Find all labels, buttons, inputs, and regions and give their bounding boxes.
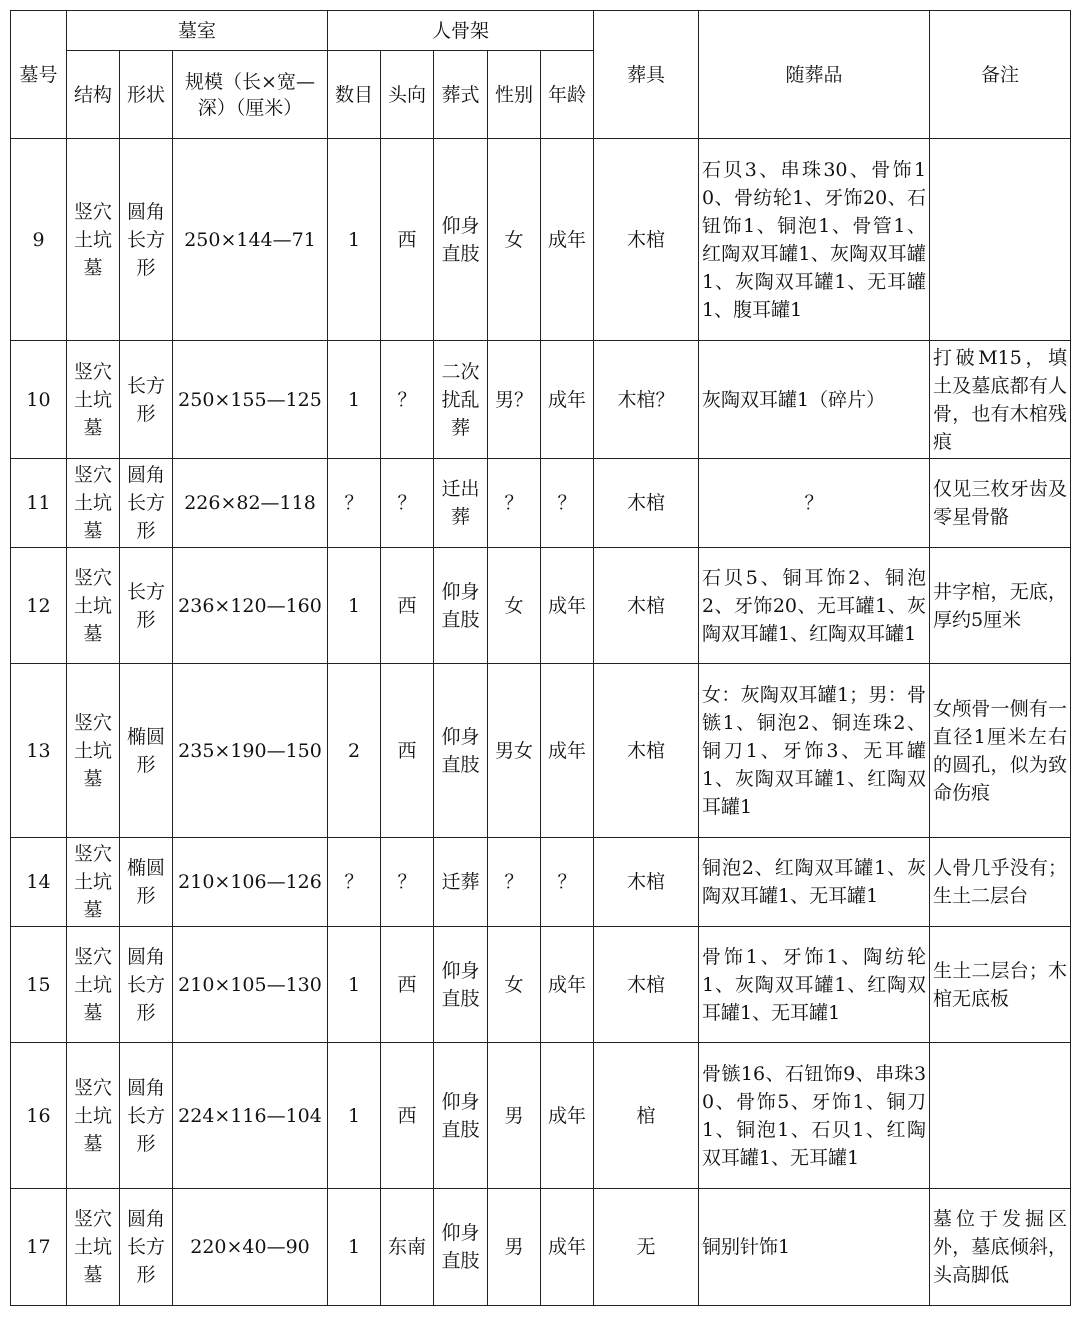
cell-coffin: 无 (594, 1189, 699, 1306)
cell-sex: 男？ (488, 341, 541, 459)
header-count: 数目 (328, 51, 381, 139)
cell-coffin: 木棺 (594, 838, 699, 927)
cell-head-direction: 西 (381, 664, 434, 838)
table-row (11, 1043, 1071, 1189)
cell-tomb-no: 15 (11, 927, 67, 1043)
cell-scale: 210×105—130 (173, 927, 328, 1043)
table-row (11, 838, 1071, 927)
header-age: 年龄 (541, 51, 594, 139)
cell-structure: 竖穴土坑墓 (67, 548, 120, 664)
cell-goods: 骨饰1、牙饰1、陶纺轮1、灰陶双耳罐1、红陶双耳罐1、无耳罐1 (699, 927, 930, 1043)
cell-tomb-no: 10 (11, 341, 67, 459)
cell-coffin: 木棺 (594, 664, 699, 838)
cell-scale: 250×155—125 (173, 341, 328, 459)
cell-notes: 井字棺，无底，厚约5厘米 (930, 548, 1071, 664)
cell-goods: 骨镞16、石钮饰9、串珠30、骨饰5、牙饰1、铜刀1、铜泡1、石贝1、红陶双耳罐1、无耳罐1 (699, 1043, 930, 1189)
cell-coffin: 木棺？ (594, 341, 699, 459)
cell-scale: 226×82—118 (173, 459, 328, 548)
cell-head-direction: 西 (381, 139, 434, 341)
cell-sex: 女 (488, 927, 541, 1043)
cell-age: 成年 (541, 139, 594, 341)
cell-scale: 220×40—90 (173, 1189, 328, 1306)
cell-age: 成年 (541, 664, 594, 838)
header-scale: 规模（长×宽—深）（厘米） (173, 51, 328, 139)
cell-shape: 圆角长方形 (120, 927, 173, 1043)
cell-goods: 石贝5、铜耳饰2、铜泡2、牙饰20、无耳罐1、灰陶双耳罐1、红陶双耳罐1 (699, 548, 930, 664)
cell-age: 成年 (541, 341, 594, 459)
table-row (11, 459, 1071, 548)
cell-burial-style: 迁出葬 (434, 459, 488, 548)
cell-notes: 仅见三枚牙齿及零星骨骼 (930, 459, 1071, 548)
cell-count: 1 (328, 139, 381, 341)
cell-age: ？ (541, 459, 594, 548)
cell-shape: 椭圆形 (120, 838, 173, 927)
cell-coffin: 棺 (594, 1043, 699, 1189)
header-skeleton: 人骨架 (328, 11, 594, 51)
cell-structure: 竖穴土坑墓 (67, 1189, 120, 1306)
cell-burial-style: 仰身直肢 (434, 927, 488, 1043)
cell-burial-style: 仰身直肢 (434, 664, 488, 838)
cell-burial-style: 仰身直肢 (434, 548, 488, 664)
cell-goods: 石贝3、串珠30、骨饰10、骨纺轮1、牙饰20、石钮饰1、铜泡1、骨管1、红陶双耳罐1、灰陶双耳罐1、灰陶双耳罐1、无耳罐1、腹耳罐1 (699, 139, 930, 341)
cell-scale: 236×120—160 (173, 548, 328, 664)
table-row (11, 548, 1071, 664)
table-row (11, 139, 1071, 341)
cell-notes: 女颅骨一侧有一直径1厘米左右的圆孔，似为致命伤痕 (930, 664, 1071, 838)
cell-sex: 男 (488, 1043, 541, 1189)
cell-notes: 打破M15，填土及墓底都有人骨，也有木棺残痕 (930, 341, 1071, 459)
cell-count: ？ (328, 459, 381, 548)
cell-tomb-no: 14 (11, 838, 67, 927)
cell-age: 成年 (541, 1189, 594, 1306)
cell-burial-style: 二次扰乱葬 (434, 341, 488, 459)
cell-age: 成年 (541, 548, 594, 664)
cell-coffin: 木棺 (594, 139, 699, 341)
cell-sex: 女 (488, 548, 541, 664)
cell-tomb-no: 12 (11, 548, 67, 664)
cell-tomb-no: 17 (11, 1189, 67, 1306)
cell-notes (930, 139, 1071, 341)
cell-goods: ？ (699, 459, 930, 548)
cell-goods: 铜泡2、红陶双耳罐1、灰陶双耳罐1、无耳罐1 (699, 838, 930, 927)
cell-burial-style: 迁葬 (434, 838, 488, 927)
cell-shape: 长方形 (120, 341, 173, 459)
cell-shape: 圆角长方形 (120, 459, 173, 548)
cell-burial-style: 仰身直肢 (434, 139, 488, 341)
cell-sex: 男 (488, 1189, 541, 1306)
cell-tomb-no: 9 (11, 139, 67, 341)
cell-tomb-no: 11 (11, 459, 67, 548)
cell-head-direction: 东南 (381, 1189, 434, 1306)
cell-age: 成年 (541, 1043, 594, 1189)
header-row-1 (11, 11, 1071, 51)
cell-age: 成年 (541, 927, 594, 1043)
cell-structure: 竖穴土坑墓 (67, 664, 120, 838)
cell-structure: 竖穴土坑墓 (67, 1043, 120, 1189)
cell-notes: 墓位于发掘区外，墓底倾斜，头高脚低 (930, 1189, 1071, 1306)
header-sex: 性别 (488, 51, 541, 139)
cell-shape: 圆角长方形 (120, 139, 173, 341)
header-goods: 随葬品 (699, 11, 930, 139)
cell-shape: 圆角长方形 (120, 1189, 173, 1306)
cell-head-direction: 西 (381, 548, 434, 664)
cell-structure: 竖穴土坑墓 (67, 341, 120, 459)
header-burial-style: 葬式 (434, 51, 488, 139)
header-notes: 备注 (930, 11, 1071, 139)
cell-goods: 铜别针饰1 (699, 1189, 930, 1306)
cell-sex: ？ (488, 838, 541, 927)
cell-count: ？ (328, 838, 381, 927)
cell-coffin: 木棺 (594, 459, 699, 548)
cell-head-direction: 西 (381, 1043, 434, 1189)
header-coffin: 葬具 (594, 11, 699, 139)
cell-goods: 灰陶双耳罐1（碎片） (699, 341, 930, 459)
cell-structure: 竖穴土坑墓 (67, 927, 120, 1043)
cell-count: 1 (328, 927, 381, 1043)
table-row (11, 341, 1071, 459)
cell-scale: 250×144—71 (173, 139, 328, 341)
cell-structure: 竖穴土坑墓 (67, 139, 120, 341)
cell-burial-style: 仰身直肢 (434, 1043, 488, 1189)
cell-head-direction: ？ (381, 459, 434, 548)
header-tomb-no: 墓号 (11, 11, 67, 139)
cell-notes (930, 1043, 1071, 1189)
cell-shape: 长方形 (120, 548, 173, 664)
header-head-direction: 头向 (381, 51, 434, 139)
cell-coffin: 木棺 (594, 548, 699, 664)
cell-scale: 210×106—126 (173, 838, 328, 927)
cell-count: 1 (328, 1043, 381, 1189)
cell-count: 1 (328, 341, 381, 459)
cell-count: 1 (328, 548, 381, 664)
tomb-table (10, 10, 1071, 1306)
cell-structure: 竖穴土坑墓 (67, 459, 120, 548)
header-structure: 结构 (67, 51, 120, 139)
cell-age: ？ (541, 838, 594, 927)
cell-sex: ？ (488, 459, 541, 548)
cell-head-direction: 西 (381, 927, 434, 1043)
cell-tomb-no: 13 (11, 664, 67, 838)
cell-sex: 女 (488, 139, 541, 341)
cell-scale: 224×116—104 (173, 1043, 328, 1189)
cell-goods: 女：灰陶双耳罐1；男：骨镞1、铜泡2、铜连珠2、铜刀1、牙饰3、无耳罐1、灰陶双耳罐1、红陶双耳罐1 (699, 664, 930, 838)
cell-tomb-no: 16 (11, 1043, 67, 1189)
cell-shape: 椭圆形 (120, 664, 173, 838)
cell-notes: 人骨几乎没有；生土二层台 (930, 838, 1071, 927)
table-row (11, 1189, 1071, 1306)
cell-count: 2 (328, 664, 381, 838)
cell-head-direction: ？ (381, 341, 434, 459)
cell-head-direction: ？ (381, 838, 434, 927)
cell-scale: 235×190—150 (173, 664, 328, 838)
cell-sex: 男女 (488, 664, 541, 838)
cell-burial-style: 仰身直肢 (434, 1189, 488, 1306)
table-row (11, 664, 1071, 838)
cell-structure: 竖穴土坑墓 (67, 838, 120, 927)
header-shape: 形状 (120, 51, 173, 139)
table-row (11, 927, 1071, 1043)
cell-coffin: 木棺 (594, 927, 699, 1043)
cell-shape: 圆角长方形 (120, 1043, 173, 1189)
cell-count: 1 (328, 1189, 381, 1306)
header-chamber: 墓室 (67, 11, 328, 51)
cell-notes: 生土二层台；木棺无底板 (930, 927, 1071, 1043)
